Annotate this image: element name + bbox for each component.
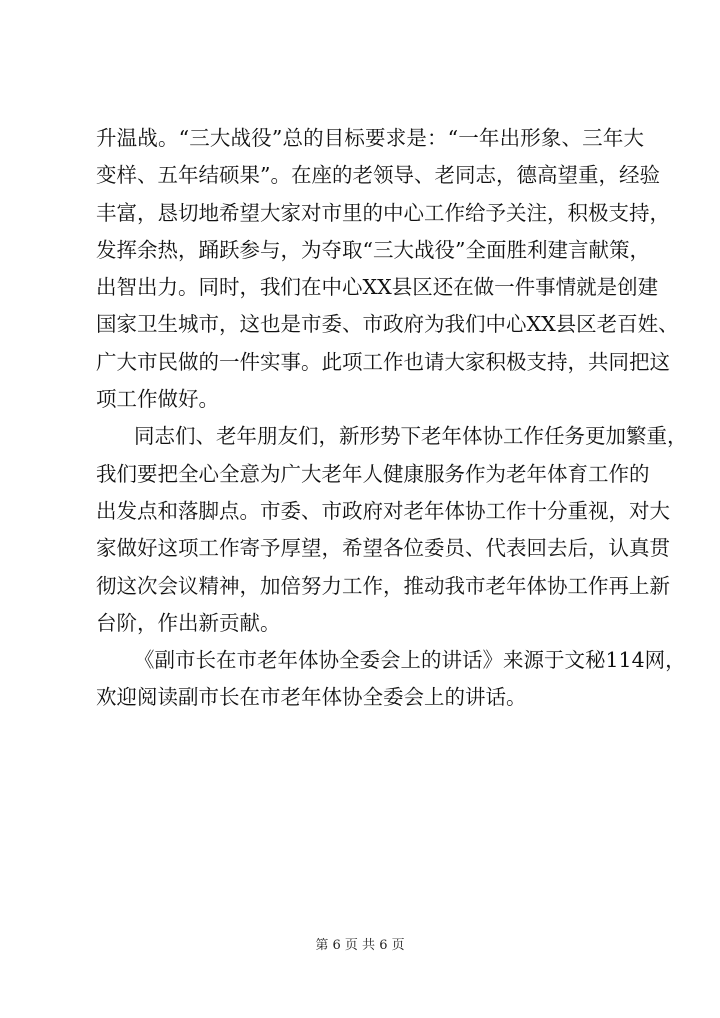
page-number-footer: 第 6 页 共 6 页	[315, 938, 405, 953]
text-line: 升温战。“三大战役”总的目标要求是：“一年出形象、三年大	[96, 126, 644, 150]
text-line: 国家卫生城市，这也是市委、市政府为我们中心XX县区老百姓、	[96, 312, 679, 337]
text-line: 家做好这项工作寄予厚望，希望各位委员、代表回去后，认真贯	[96, 536, 670, 561]
text-line: 欢迎阅读副市长在市老年体协全委会上的讲话。	[96, 685, 527, 710]
text-line: 出智出力。同时，我们在中心XX县区还在做一件事情就是创建	[96, 275, 659, 300]
text-line: 我们要把全心全意为广大老年人健康服务作为老年体育工作的	[96, 461, 650, 486]
text-line: 广大市民做的一件实事。此项工作也请大家积极支持，共同把这	[96, 349, 670, 374]
text-line: 项工作做好。	[96, 387, 219, 412]
text-line: 彻这次会议精神，加倍努力工作，推动我市老年体协工作再上新	[96, 573, 670, 598]
text-line: 丰富，恳切地希望大家对市里的中心工作给予关注，积极支持，	[96, 200, 670, 225]
document-body	[96, 126, 688, 725]
text-line: 同志们、老年朋友们，新形势下老年体协工作任务更加繁重，	[134, 424, 688, 449]
text-line: 《副市长在市老年体协全委会上的讲话》来源于文秘114网，	[134, 648, 686, 673]
text-line: 台阶，作出新贡献。	[96, 610, 281, 635]
text-line: 变样、五年结硕果”。在座的老领导、老同志，德高望重，经验	[96, 163, 660, 188]
text-line: 出发点和落脚点。市委、市政府对老年体协工作十分重视，对大	[96, 498, 670, 523]
text-line: 发挥余热，踊跃参与，为夺取“三大战役”全面胜利建言献策，	[96, 237, 650, 262]
